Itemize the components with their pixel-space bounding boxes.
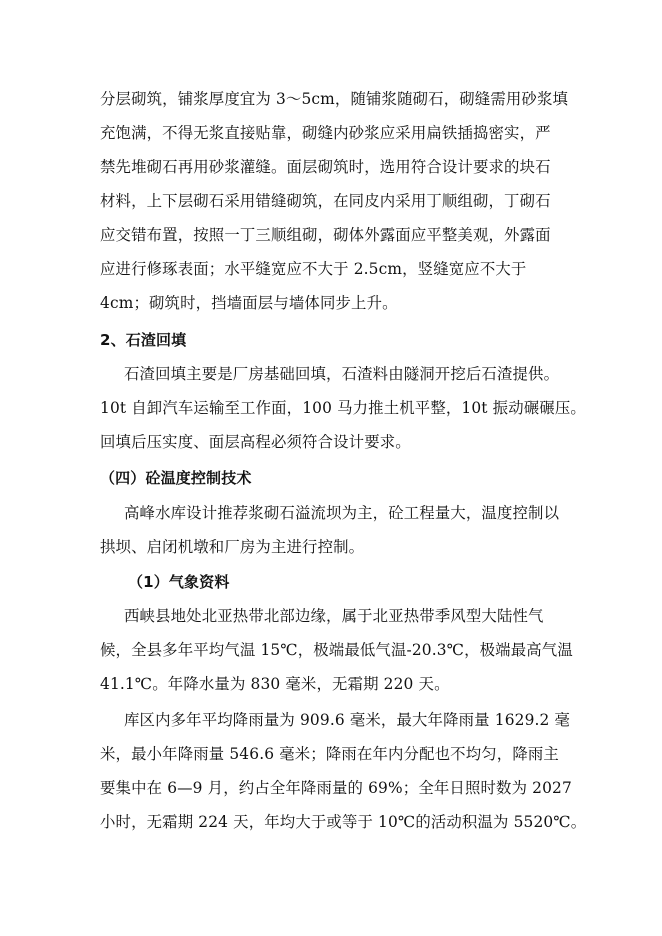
paragraph-line: 41.1℃。年降水量为 830 毫米，无霜期 220 天。 <box>100 675 450 693</box>
paragraph-line: 应交错布置，按照一丁三顺组砌，砌体外露面应平整美观，外露面 <box>100 226 551 244</box>
paragraph-line: 西峡县地处北亚热带北部边缘，属于北亚热带季风型大陆性气 <box>124 607 544 625</box>
paragraph-line: 分层砌筑，铺浆厚度宜为 3～5cm，随铺浆随砌石，砌缝需用砂浆填 <box>100 90 569 108</box>
paragraph-line: 小时，无霜期 224 天，年均大于或等于 10℃的活动积温为 5520℃。 <box>100 813 587 831</box>
paragraph-line: 4cm；砌筑时，挡墙面层与墙体同步上升。 <box>100 294 398 312</box>
paragraph-line: 应进行修琢表面；水平缝宽应不大于 2.5cm，竖缝宽应不大于 <box>100 260 527 278</box>
section-heading: （四）砼温度控制技术 <box>100 469 252 487</box>
paragraph-line: 米，最小年降雨量 546.6 毫米；降雨在年内分配也不均匀，降雨主 <box>100 745 559 763</box>
paragraph-line: 材料，上下层砌石采用错缝砌筑，在同皮内采用丁顺组砌，丁砌石 <box>100 192 551 210</box>
paragraph-line: 回填后压实度、面层高程必须符合设计要求。 <box>100 433 411 451</box>
paragraph-line: 石渣回填主要是厂房基础回填，石渣料由隧洞开挖后石渣提供。 <box>124 365 560 383</box>
paragraph-line: 10t 自卸汽车运输至工作面，100 马力推土机平整，10t 振动碾碾压。 <box>100 399 586 417</box>
paragraph-line: 候，全县多年平均气温 15℃，极端最低气温-20.3℃，极端最高气温 <box>100 641 573 659</box>
subsection-heading: （1）气象资料 <box>128 573 230 591</box>
paragraph-line: 要集中在 6—9 月，约占全年降雨量的 69%；全年日照时数为 2027 <box>100 779 572 797</box>
paragraph-line: 禁先堆砌石再用砂浆灌缝。面层砌筑时，选用符合设计要求的块石 <box>100 158 551 176</box>
section-heading: 2、石渣回填 <box>100 331 187 349</box>
paragraph-line: 充饱满，不得无浆直接贴靠，砌缝内砂浆应采用扁铁插捣密实，严 <box>100 124 551 142</box>
paragraph-line: 高峰水库设计推荐浆砌石溢流坝为主，砼工程量大，温度控制以 <box>124 504 560 522</box>
paragraph-line: 库区内多年平均降雨量为 909.6 毫米，最大年降雨量 1629.2 毫 <box>124 711 571 729</box>
paragraph-line: 拱坝、启闭机墩和厂房为主进行控制。 <box>100 538 365 556</box>
